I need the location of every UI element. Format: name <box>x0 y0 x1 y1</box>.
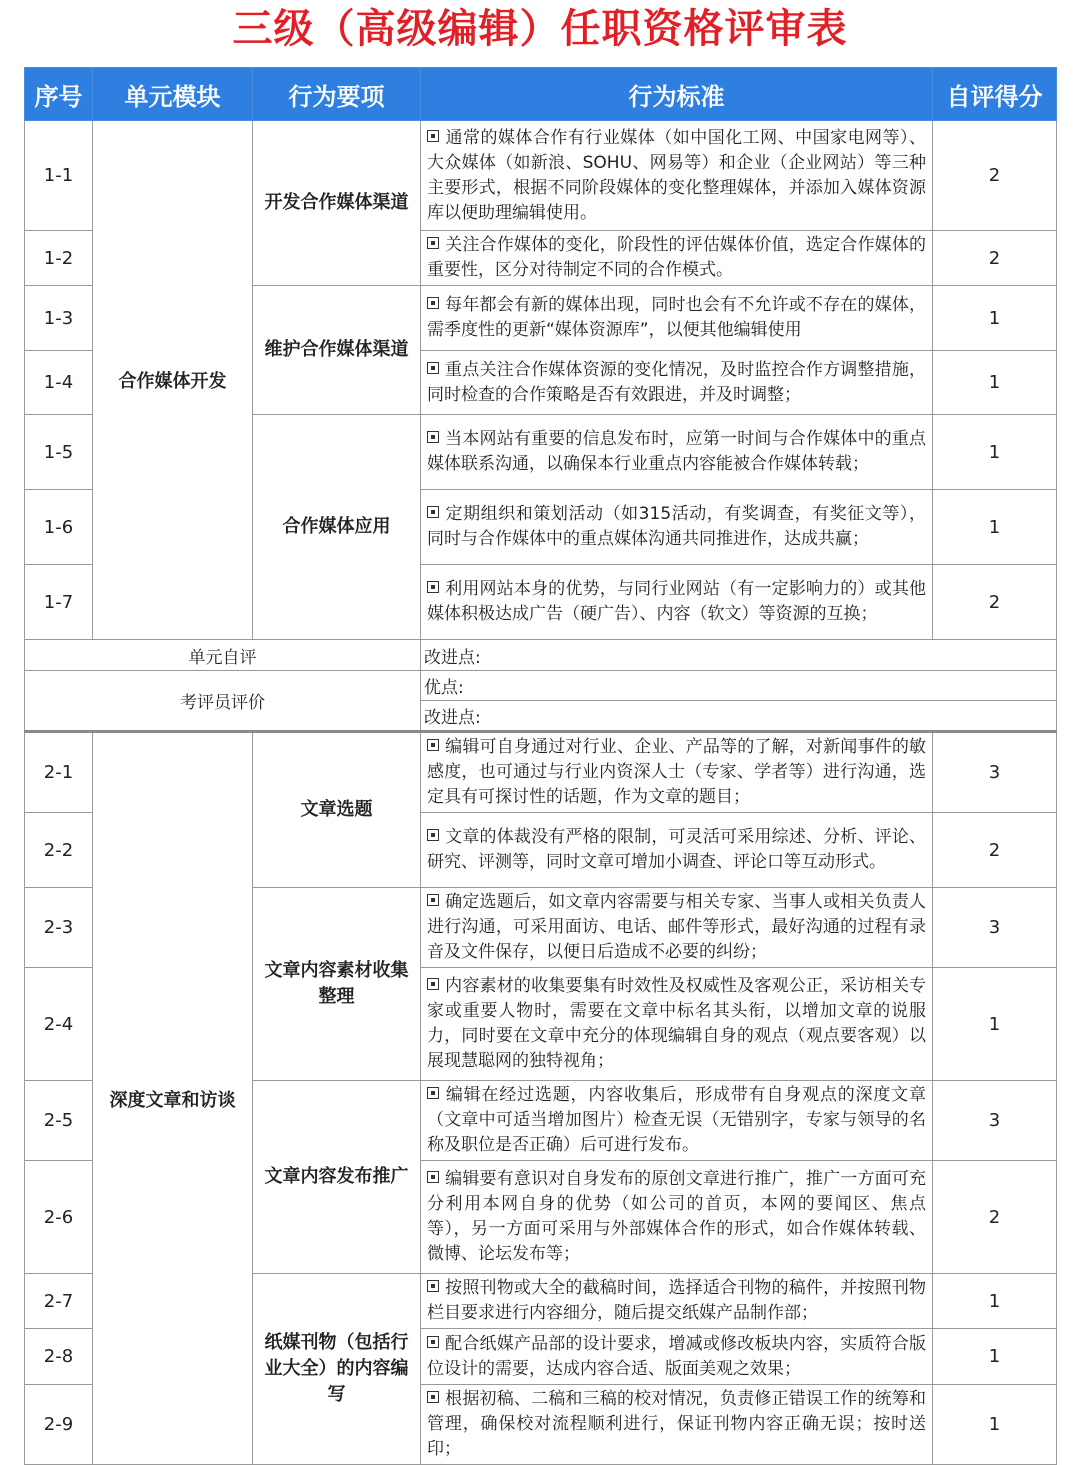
standard-cell <box>421 1329 933 1385</box>
standard-cell <box>421 968 933 1081</box>
standard-cell <box>421 732 933 813</box>
standard-text: 文章的体裁没有严格的限制，可灵活可采用综述、分析、评论、研究、评测等，同时文章可增加小调查、评论口等互动形式。 <box>427 827 926 872</box>
standard-cell <box>421 565 933 640</box>
module-cell: 合作媒体开发 <box>93 121 253 640</box>
standard-text: 确定选题后，如文章内容需要与相关专家、当事人或相关负责人进行沟通，可采用面访、电话、邮件等形式，最好沟通的过程有录音及文件保存，以便日后造成不必要的纠纷； <box>427 892 926 962</box>
checkbox-icon <box>427 1391 439 1403</box>
checkbox-icon <box>427 1336 439 1348</box>
module-cell: 深度文章和访谈 <box>93 732 253 1465</box>
item-cell: 合作媒体应用 <box>253 415 421 640</box>
standard-cell <box>421 490 933 565</box>
checkbox-icon <box>427 431 439 443</box>
item-cell: 维护合作媒体渠道 <box>253 286 421 415</box>
row-no: 2-1 <box>25 732 93 813</box>
standard-text: 内容素材的收集要集有时效性及权威性及客观公正，采访相关专家或重要人物时，需要在文章中标名其头衔，以增加文章的说服力，同时要在文章中充分的体现编辑自身的观点（观点要客观）以展现慧聪网的独特视角； <box>427 976 926 1071</box>
evaluation-table <box>24 67 1057 1465</box>
standard-text: 关注合作媒体的变化，阶段性的评估媒体价值，选定合作媒体的重要性，区分对待制定不同的合作模式。 <box>427 235 926 280</box>
score-cell: 2 <box>933 1161 1057 1274</box>
row-no: 2-7 <box>25 1274 93 1329</box>
standard-text: 定期组织和策划活动（如315活动，有奖调查，有奖征文等），同时与合作媒体中的重点媒体沟通共同推进作，达成共赢； <box>427 504 926 549</box>
standard-text: 每年都会有新的媒体出现，同时也会有不允许或不存在的媒体，需季度性的更新“媒体资源库”，以便其他编辑使用 <box>427 295 926 340</box>
score-cell: 2 <box>933 813 1057 888</box>
header-row <box>25 68 1057 121</box>
standard-text: 根据初稿、二稿和三稿的校对情况，负责修正错误工作的统筹和管理，确保校对流程顺利进行，保证刊物内容正确无误；按时送印； <box>427 1389 926 1459</box>
row-no: 2-6 <box>25 1161 93 1274</box>
row-no: 1-5 <box>25 415 93 490</box>
checkbox-icon <box>427 978 439 990</box>
standard-text: 按照刊物或大全的截稿时间，选择适合刊物的稿件，并按照刊物栏目要求进行内容细分，随后提交纸媒产品制作部； <box>427 1278 926 1323</box>
row-no: 2-9 <box>25 1385 93 1465</box>
self-eval-label: 单元自评 <box>25 640 421 671</box>
header-module: 单元模块 <box>93 68 253 121</box>
standard-cell <box>421 415 933 490</box>
reviewer-improve: 改进点: <box>421 701 1057 732</box>
reviewer-strength: 优点: <box>421 671 1057 701</box>
standard-text: 通常的媒体合作有行业媒体（如中国化工网、中国家电网等）、大众媒体（如新浪、SOHU、网易等）和企业（企业网站）等三种主要形式，根据不同阶段媒体的变化整理媒体，并添加入媒体资源库以便助理编辑使用。 <box>427 127 926 223</box>
standard-text: 配合纸媒产品部的设计要求，增减或修改板块内容，实质符合版位设计的需要，达成内容合适、版面美观之效果； <box>427 1333 926 1379</box>
table-row <box>25 732 1057 813</box>
score-cell: 2 <box>933 565 1057 640</box>
standard-text: 利用网站本身的优势，与同行业网站（有一定影响力的）或其他媒体积极达成广告（硬广告）、内容（软文）等资源的互换； <box>427 579 926 624</box>
standard-cell <box>421 121 933 231</box>
checkbox-icon <box>427 506 439 518</box>
checkbox-icon <box>427 894 439 906</box>
checkbox-icon <box>427 829 439 841</box>
score-cell: 2 <box>933 121 1057 231</box>
reviewer-row <box>25 671 1057 701</box>
item-cell: 纸媒刊物（包括行业大全）的内容编写 <box>253 1274 421 1465</box>
checkbox-icon <box>427 362 439 374</box>
score-cell: 1 <box>933 1274 1057 1329</box>
table-row <box>25 121 1057 231</box>
standard-text: 编辑可自身通过对行业、企业、产品等的了解，对新闻事件的敏感度，也可通过与行业内资深人士（专家、学者等）进行沟通，选定具有可探讨性的话题，作为文章的题目； <box>427 737 926 807</box>
header-standard: 行为标准 <box>421 68 933 121</box>
standard-cell <box>421 1274 933 1329</box>
score-cell: 1 <box>933 351 1057 415</box>
row-no: 1-6 <box>25 490 93 565</box>
score-cell: 3 <box>933 1081 1057 1161</box>
standard-cell <box>421 1385 933 1465</box>
page-title: 三级（高级编辑）任职资格评审表 <box>232 6 848 52</box>
row-no: 2-8 <box>25 1329 93 1385</box>
item-cell: 开发合作媒体渠道 <box>253 121 421 286</box>
row-no: 2-2 <box>25 813 93 888</box>
item-cell: 文章内容发布推广 <box>253 1081 421 1274</box>
checkbox-icon <box>427 237 439 249</box>
checkbox-icon <box>427 130 439 142</box>
standard-text: 当本网站有重要的信息发布时，应第一时间与合作媒体中的重点媒体联系沟通，以确保本行业重点内容能被合作媒体转载； <box>427 429 926 474</box>
row-no: 1-4 <box>25 351 93 415</box>
standard-cell <box>421 286 933 351</box>
checkbox-icon <box>427 739 439 751</box>
item-cell: 文章选题 <box>253 732 421 888</box>
header-no: 序号 <box>25 68 93 121</box>
score-cell: 1 <box>933 490 1057 565</box>
score-cell: 1 <box>933 286 1057 351</box>
row-no: 2-3 <box>25 888 93 968</box>
checkbox-icon <box>427 1280 439 1292</box>
score-cell: 3 <box>933 888 1057 968</box>
standard-text: 重点关注合作媒体资源的变化情况，及时监控合作方调整措施，同时检查的合作策略是否有效跟进，并及时调整； <box>427 359 926 405</box>
checkbox-icon <box>427 1171 439 1183</box>
score-cell: 1 <box>933 968 1057 1081</box>
standard-cell <box>421 813 933 888</box>
row-no: 2-5 <box>25 1081 93 1161</box>
standard-cell <box>421 1081 933 1161</box>
item-cell: 文章内容素材收集整理 <box>253 888 421 1081</box>
standard-cell <box>421 231 933 286</box>
standard-cell <box>421 1161 933 1274</box>
reviewer-label: 考评员评价 <box>25 671 421 732</box>
checkbox-icon <box>427 1087 439 1099</box>
self-eval-improve: 改进点: <box>421 640 1057 671</box>
standard-cell <box>421 351 933 415</box>
header-item: 行为要项 <box>253 68 421 121</box>
row-no: 1-1 <box>25 121 93 231</box>
self-eval-row <box>25 640 1057 671</box>
row-no: 2-4 <box>25 968 93 1081</box>
checkbox-icon <box>427 581 439 593</box>
standard-cell <box>421 888 933 968</box>
score-cell: 1 <box>933 1329 1057 1385</box>
score-cell: 3 <box>933 732 1057 813</box>
standard-text: 编辑要有意识对自身发布的原创文章进行推广，推广一方面可充分利用本网自身的优势（如公司的首页，本网的要闻区、焦点等），另一方面可采用与外部媒体合作的形式，如合作媒体转载、微博、论坛发布等； <box>427 1169 926 1264</box>
standard-text: 编辑在经过选题，内容收集后，形成带有自身观点的深度文章（文章中可适当增加图片）检查无误（无错别字，专家与领导的名称及职位是否正确）后可进行发布。 <box>427 1085 926 1155</box>
checkbox-icon <box>427 297 439 309</box>
header-score: 自评得分 <box>933 68 1057 121</box>
score-cell: 2 <box>933 231 1057 286</box>
row-no: 1-2 <box>25 231 93 286</box>
score-cell: 1 <box>933 1385 1057 1465</box>
row-no: 1-3 <box>25 286 93 351</box>
score-cell: 1 <box>933 415 1057 490</box>
row-no: 1-7 <box>25 565 93 640</box>
